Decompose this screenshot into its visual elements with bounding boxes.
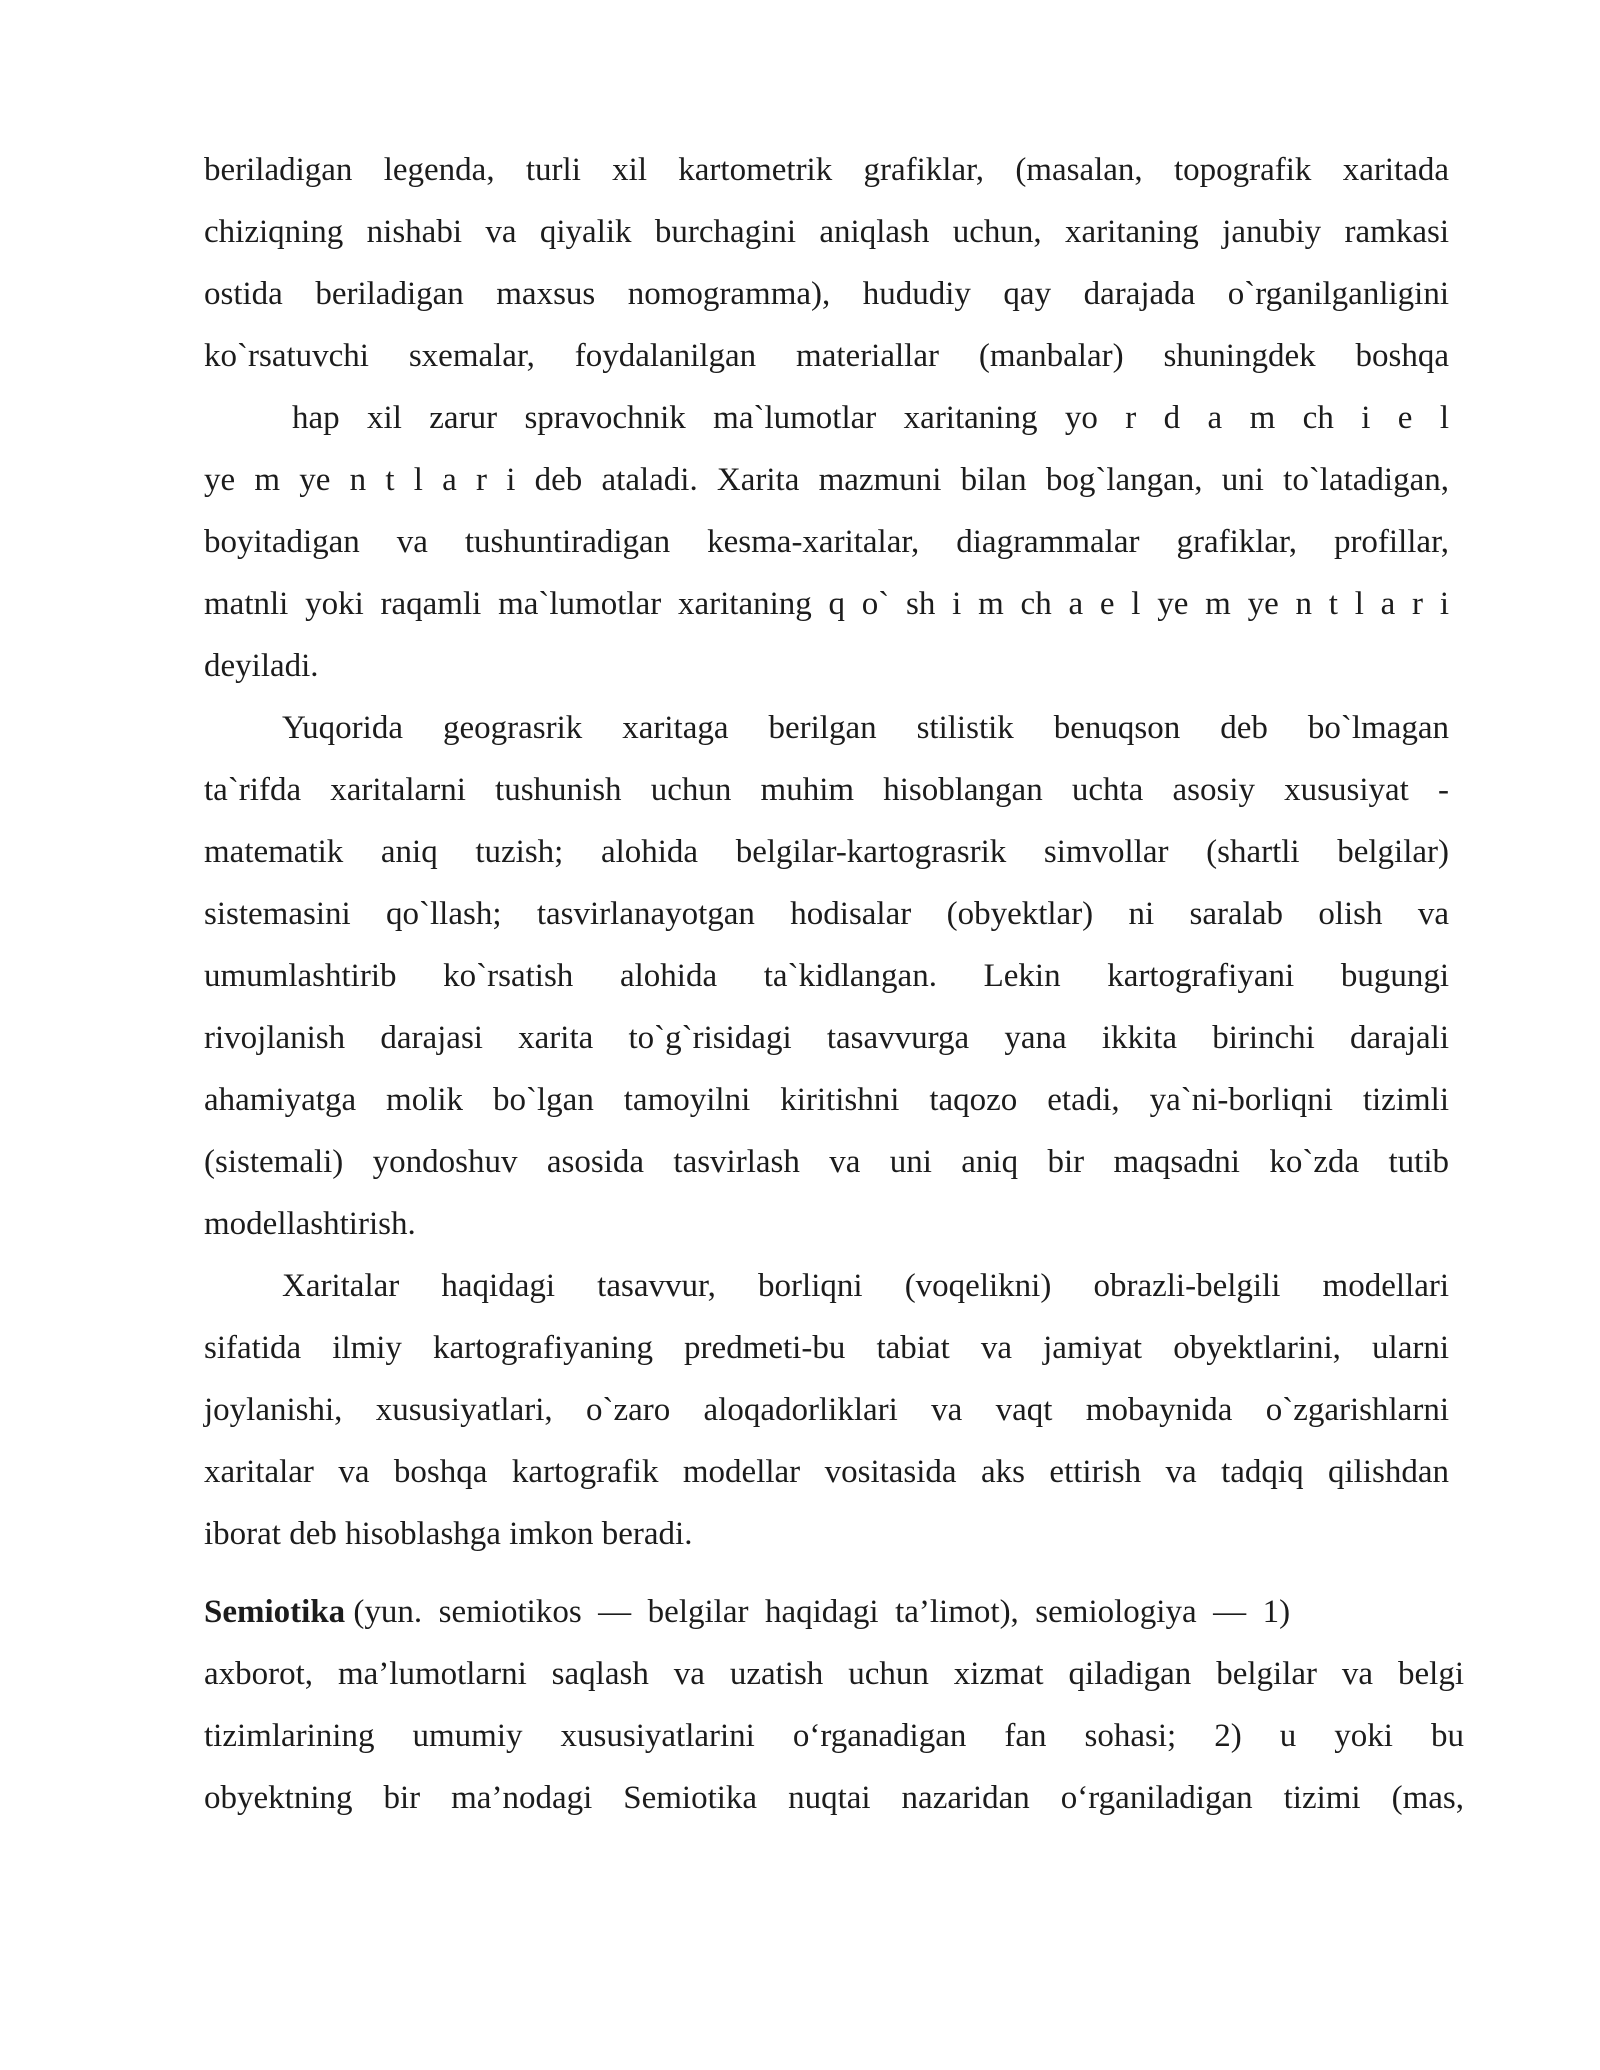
text-line: matematik aniq tuzish; alohida belgilar-kartograsrik simvollar (shartli belgilar) bbox=[204, 834, 1449, 870]
text-line: ye m ye n t l a r i deb ataladi. Xarita mazmuni bilan bog`langan, uni to`latadigan, bbox=[204, 462, 1449, 498]
text-line: ostida beriladigan maxsus nomogramma), hududiy qay darajada o`rganilganligini bbox=[204, 276, 1449, 312]
text-line: modellashtirish. bbox=[204, 1206, 416, 1242]
text-line: deyiladi. bbox=[204, 648, 319, 684]
text-line: chiziqning nishabi va qiyalik burchagini aniqlash uchun, xaritaning janubiy ramkasi bbox=[204, 214, 1449, 250]
text-line: iborat deb hisoblashga imkon beradi. bbox=[204, 1516, 693, 1552]
term-semiotika: Semiotika bbox=[204, 1594, 346, 1630]
text-line: axborot, ma’lumotlarni saqlash va uzatish uchun xizmat qiladigan belgilar va belgi bbox=[204, 1656, 1464, 1692]
text-line: boyitadigan va tushuntiradigan kesma-xaritalar, diagrammalar grafiklar, profillar, bbox=[204, 524, 1449, 560]
text-line bbox=[204, 1592, 1464, 1632]
text-line: matnli yoki raqamli ma`lumotlar xaritaning q o` sh i m ch a e l ye m ye n t l a r i bbox=[204, 586, 1449, 622]
text-line: hap xil zarur spravochnik ma`lumotlar xaritaning yo r d a m ch i e l bbox=[292, 400, 1449, 436]
text-line: sifatida ilmiy kartografiyaning predmeti-bu tabiat va jamiyat obyektlarini, ularni bbox=[204, 1330, 1449, 1366]
definition-start: (yun. semiotikos — belgilar haqidagi ta’limot), semiologiya — 1) bbox=[345, 1594, 1291, 1630]
text-line: obyektning bir ma’nodagi Semiotika nuqtai nazaridan o‘rganiladigan tizimi (mas, bbox=[204, 1780, 1464, 1816]
text-line: ta`rifda xaritalarni tushunish uchun muhim hisoblangan uchta asosiy xususiyat - bbox=[204, 772, 1449, 808]
text-line: ahamiyatga molik bo`lgan tamoyilni kiritishni taqozo etadi, ya`ni-borliqni tizimli bbox=[204, 1082, 1449, 1118]
text-line: (sistemali) yondoshuv asosida tasvirlash va uni aniq bir maqsadni ko`zda tutib bbox=[204, 1144, 1449, 1180]
text-line: xaritalar va boshqa kartografik modellar vositasida aks ettirish va tadqiq qilishdan bbox=[204, 1454, 1449, 1490]
text-line: umumlashtirib ko`rsatish alohida ta`kidlangan. Lekin kartografiyani bugungi bbox=[204, 958, 1449, 994]
text-line: Xaritalar haqidagi tasavvur, borliqni (voqelikni) obrazli-belgili modellari bbox=[282, 1268, 1449, 1304]
text-line: ko`rsatuvchi sxemalar, foydalanilgan materiallar (manbalar) shuningdek boshqa bbox=[204, 338, 1449, 374]
text-line: Yuqorida geograsrik xaritaga berilgan stilistik benuqson deb bo`lmagan bbox=[282, 710, 1449, 746]
text-line: tizimlarining umumiy xususiyatlarini o‘rganadigan fan sohasi; 2) u yoki bu bbox=[204, 1718, 1464, 1754]
text-line: sistemasini qo`llash; tasvirlanayotgan hodisalar (obyektlar) ni saralab olish va bbox=[204, 896, 1449, 932]
text-line: joylanishi, xususiyatlari, o`zaro aloqadorliklari va vaqt mobaynida o`zgarishlarni bbox=[204, 1392, 1449, 1428]
text-line: beriladigan legenda, turli xil kartometrik grafiklar, (masalan, topografik xaritada bbox=[204, 152, 1449, 188]
text-line: rivojlanish darajasi xarita to`g`risidagi tasavvurga yana ikkita birinchi darajali bbox=[204, 1020, 1449, 1056]
